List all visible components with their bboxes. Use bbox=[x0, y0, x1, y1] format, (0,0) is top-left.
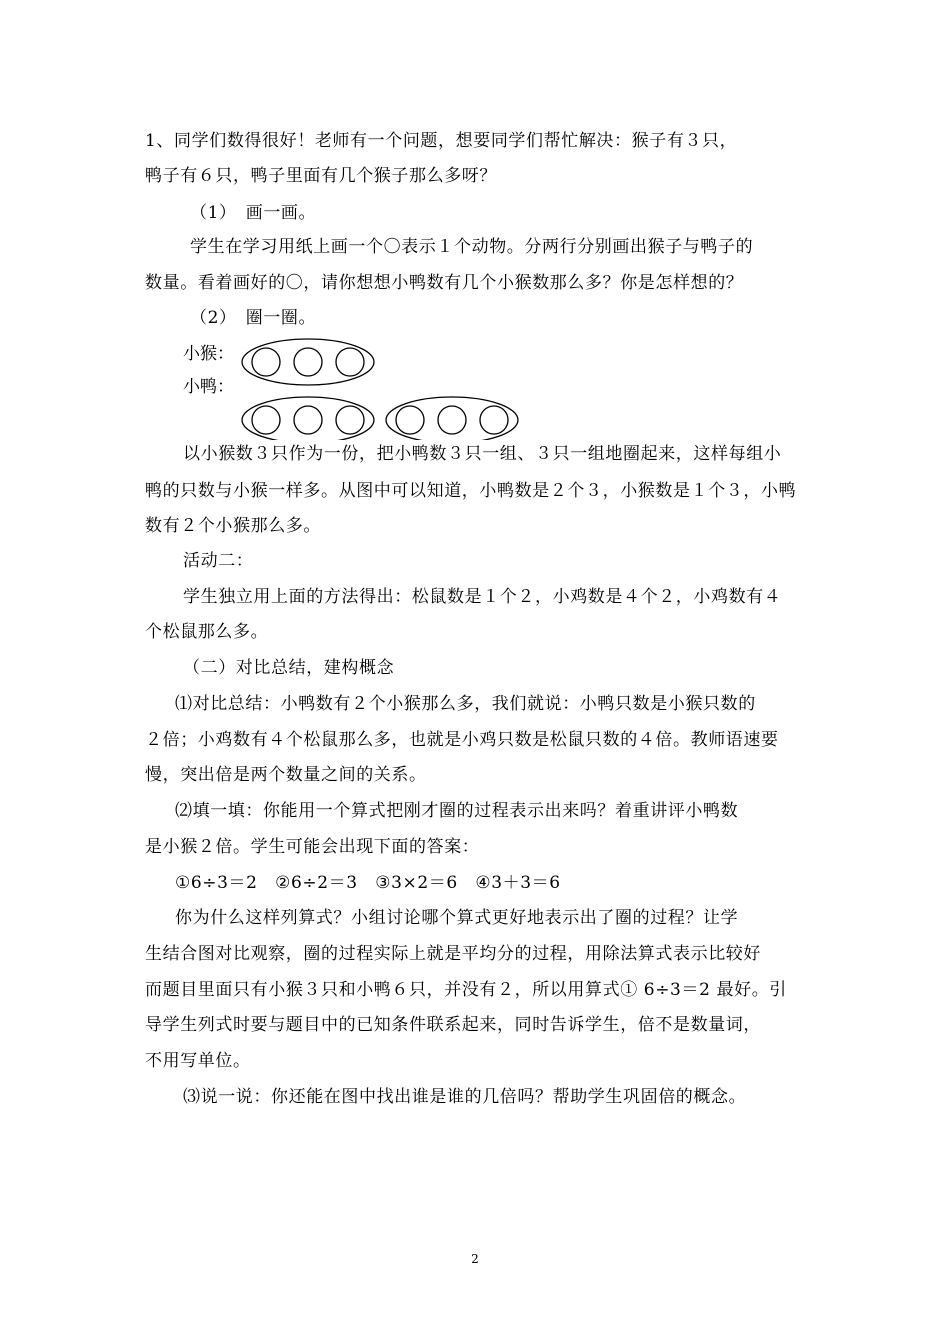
section-heading: （二）对比总结，建构概念 bbox=[183, 658, 395, 678]
page-number: 2 bbox=[471, 1252, 479, 1266]
duck-circle bbox=[294, 406, 322, 434]
subheading-activity-two: 活动二： bbox=[183, 551, 254, 571]
duck-group-1 bbox=[242, 397, 374, 440]
paragraph-line: 鸭的只数与小猴一样多。从图中可以知道，小鸭数是２个３，小猴数是１个３，小鸭 bbox=[145, 481, 797, 501]
duck-circle bbox=[336, 406, 364, 434]
duck-group-2 bbox=[386, 397, 518, 440]
paragraph-line: 是小猴２倍。学生可能会出现下面的答案： bbox=[145, 837, 480, 857]
duck-circle bbox=[480, 406, 508, 434]
paragraph-line: 1、同学们数得很好！老师有一个问题，想要同学们帮忙解决：猴子有３只， bbox=[145, 131, 738, 151]
paragraph-line: ⑴对比总结：小鸭数有２个小猴那么多，我们就说：小鸭只数是小猴只数的 bbox=[175, 694, 756, 714]
paragraph-line: 学生在学习用纸上画一个〇表示１个动物。分两行分别画出猴子与鸭子的 bbox=[190, 237, 754, 257]
paragraph-line: 而题目里面只有小猴３只和小鸭６只，并没有２，所以用算式① 6÷3＝2 最好。引 bbox=[145, 980, 787, 1000]
paragraph-line: 个松鼠那么多。 bbox=[145, 622, 269, 642]
monkey-circle bbox=[336, 348, 364, 376]
paragraph-line: 不用写单位。 bbox=[145, 1051, 251, 1071]
monkey-label: 小猴： bbox=[183, 344, 234, 364]
paragraph-line: 导学生列式时要与题目中的已知条件联系起来，同时告诉学生，倍不是数量词， bbox=[145, 1015, 761, 1035]
grouping-diagram bbox=[240, 330, 530, 440]
duck-circle bbox=[438, 406, 466, 434]
paragraph-line: 学生独立用上面的方法得出：松鼠数是１个２，小鸡数是４个２，小鸡数有４ bbox=[183, 587, 782, 607]
paragraph-line: 数量。看着画好的〇，请你想想小鸭数有几个小猴数那么多？你是怎样想的？ bbox=[145, 273, 744, 293]
paragraph-line: ⑶说一说：你还能在图中找出谁是谁的几倍吗？帮助学生巩固倍的概念。 bbox=[183, 1087, 747, 1107]
paragraph-line: 生结合图对比观察，圈的过程实际上就是平均分的过程，用除法算式表示比较好 bbox=[145, 944, 761, 964]
monkey-group bbox=[242, 339, 374, 385]
duck-circle bbox=[396, 406, 424, 434]
paragraph-line: 数有２个小猴那么多。 bbox=[145, 516, 321, 536]
paragraph-line: 以小猴数３只作为一份，把小鸭数３只一组、３只一组地圈起来，这样每组小 bbox=[183, 444, 782, 464]
subheading-circle: （2） 圈一圈。 bbox=[190, 308, 317, 328]
paragraph-line: 你为什么这样列算式？小组讨论哪个算式更好地表示出了圈的过程？让学 bbox=[175, 908, 739, 928]
duck-circle bbox=[252, 406, 280, 434]
paragraph-line: 慢，突出倍是两个数量之间的关系。 bbox=[145, 765, 427, 785]
monkey-group-ellipse bbox=[242, 339, 374, 385]
paragraph-line: ２倍；小鸡数有４个松鼠那么多，也就是小鸡只数是松鼠只数的４倍。教师语速要 bbox=[145, 730, 779, 750]
monkey-circle bbox=[294, 348, 322, 376]
paragraph-line: 鸭子有６只，鸭子里面有几个猴子那么多呀？ bbox=[145, 166, 497, 186]
monkey-circle bbox=[252, 348, 280, 376]
subheading-draw: （1） 画一画。 bbox=[190, 203, 317, 223]
equation-answers: ①6÷3＝2 ②6÷2＝3 ③3×2＝6 ④3＋3＝6 bbox=[175, 873, 561, 893]
duck-label: 小鸭： bbox=[183, 377, 234, 397]
paragraph-line: ⑵填一填：你能用一个算式把刚才圈的过程表示出来吗？着重讲评小鸭数 bbox=[175, 801, 739, 821]
